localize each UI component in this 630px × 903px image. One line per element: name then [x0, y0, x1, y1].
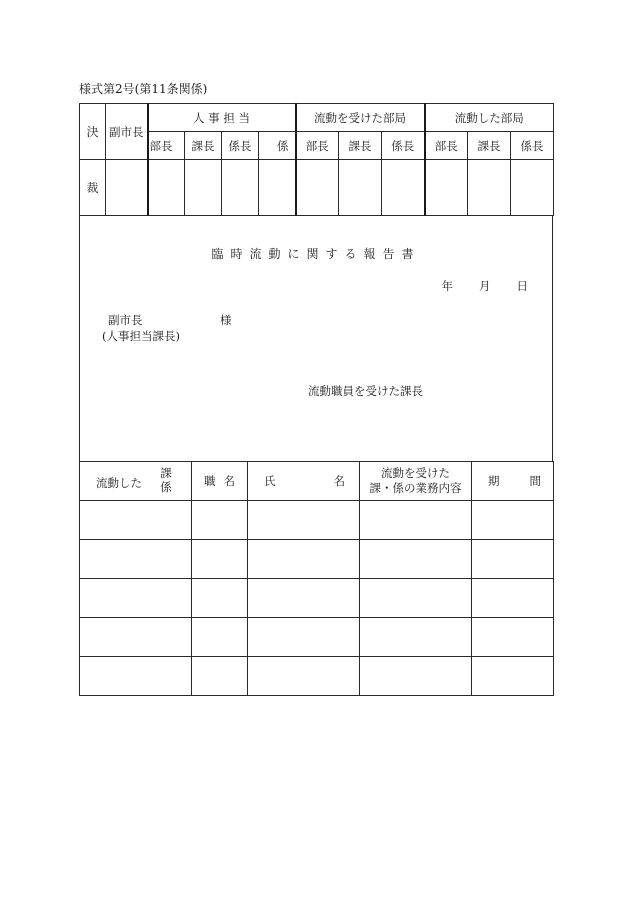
col-work-content: [360, 462, 472, 501]
recv-role-kacho: 課長: [339, 132, 382, 160]
col-transfer-section-b: 課係: [160, 466, 172, 494]
col-position: [192, 462, 248, 501]
stamp-trans-kakaricho[interactable]: [511, 160, 554, 216]
date-year: 年: [441, 279, 453, 293]
report-body: [79, 215, 553, 462]
cell-period[interactable]: [472, 657, 554, 696]
sender-title: 流動職員を受けた課長: [308, 384, 423, 398]
col-name: [248, 462, 360, 501]
addressee-sub: (人事担当課長): [102, 329, 180, 343]
cell-position[interactable]: [192, 618, 248, 657]
report-date[interactable]: [416, 278, 529, 294]
cell-position[interactable]: [192, 501, 248, 540]
cell-period[interactable]: [472, 501, 554, 540]
cell-period[interactable]: [472, 618, 554, 657]
stamp-hr-kakaricho[interactable]: [222, 160, 259, 216]
cell-position[interactable]: [192, 657, 248, 696]
addressee: 副市長: [108, 313, 143, 327]
stamp-vice-mayor[interactable]: [106, 160, 148, 216]
col-period-a: 期: [488, 474, 500, 488]
stamp-hr-bucho[interactable]: [148, 160, 185, 216]
cell-section[interactable]: [80, 501, 192, 540]
col-name-b: 名: [333, 474, 345, 488]
cell-period[interactable]: [472, 540, 554, 579]
col-position-a: 職: [204, 474, 216, 488]
date-month: 月: [479, 279, 491, 293]
cell-work[interactable]: [360, 540, 472, 579]
stamp-recv-kakaricho[interactable]: [382, 160, 425, 216]
trans-role-kakaricho: 係長: [511, 132, 554, 160]
hr-role-kacho: 課長: [185, 132, 222, 160]
form-number-label: 様式第2号(第11条関係): [79, 82, 208, 96]
col-work-line1: 流動を受けた: [381, 466, 450, 480]
vice-mayor-header: 副市長: [106, 104, 148, 160]
col-transfer-section-a: 流動した: [96, 476, 142, 490]
stamp-hr-kacho[interactable]: [185, 160, 222, 216]
table-row: [80, 579, 554, 618]
stamp-trans-kacho[interactable]: [468, 160, 511, 216]
decision-mark-top: 決: [80, 104, 106, 160]
cell-work[interactable]: [360, 657, 472, 696]
approval-table: [79, 103, 554, 216]
cell-section[interactable]: [80, 657, 192, 696]
addressee-honorific: 様: [220, 313, 232, 327]
cell-period[interactable]: [472, 579, 554, 618]
trans-role-kacho: 課長: [468, 132, 511, 160]
stamp-hr-kakari[interactable]: [259, 160, 296, 216]
cell-work[interactable]: [360, 579, 472, 618]
col-name-a: 氏: [264, 474, 276, 488]
stamp-recv-bucho[interactable]: [296, 160, 339, 216]
cell-name[interactable]: [248, 501, 360, 540]
hr-role-kakaricho: 係長: [222, 132, 259, 160]
table-row: [80, 540, 554, 579]
cell-name[interactable]: [248, 657, 360, 696]
cell-section[interactable]: [80, 540, 192, 579]
group-hr-header: 人 事 担 当: [148, 104, 296, 132]
cell-section[interactable]: [80, 579, 192, 618]
table-row: [80, 618, 554, 657]
cell-name[interactable]: [248, 540, 360, 579]
col-position-b: 名: [223, 474, 235, 488]
cell-work[interactable]: [360, 501, 472, 540]
table-row: [80, 501, 554, 540]
stamp-recv-kacho[interactable]: [339, 160, 382, 216]
col-transfer-section: [80, 462, 192, 501]
recv-role-bucho: 部長: [296, 132, 339, 160]
date-day: 日: [516, 279, 528, 293]
decision-mark-bottom: 裁: [80, 160, 106, 216]
stamp-trans-bucho[interactable]: [425, 160, 468, 216]
group-receiving-header: 流動を受けた部局: [296, 104, 425, 132]
group-transferring-header: 流動した部局: [425, 104, 554, 132]
cell-position[interactable]: [192, 579, 248, 618]
hr-role-kakari: 係: [259, 132, 296, 160]
col-period-b: 間: [529, 474, 541, 488]
col-period: [472, 462, 554, 501]
table-row: [80, 657, 554, 696]
col-work-line2: 課・係の業務内容: [369, 481, 462, 495]
recv-role-kakaricho: 係長: [382, 132, 425, 160]
hr-role-bucho: 部長: [148, 132, 185, 160]
cell-name[interactable]: [248, 579, 360, 618]
cell-section[interactable]: [80, 618, 192, 657]
cell-work[interactable]: [360, 618, 472, 657]
cell-name[interactable]: [248, 618, 360, 657]
trans-role-bucho: 部長: [425, 132, 468, 160]
transfer-table: [79, 461, 554, 696]
cell-position[interactable]: [192, 540, 248, 579]
transfer-rows: [80, 501, 554, 696]
report-title: 臨時流動に関する報告書: [211, 247, 421, 261]
